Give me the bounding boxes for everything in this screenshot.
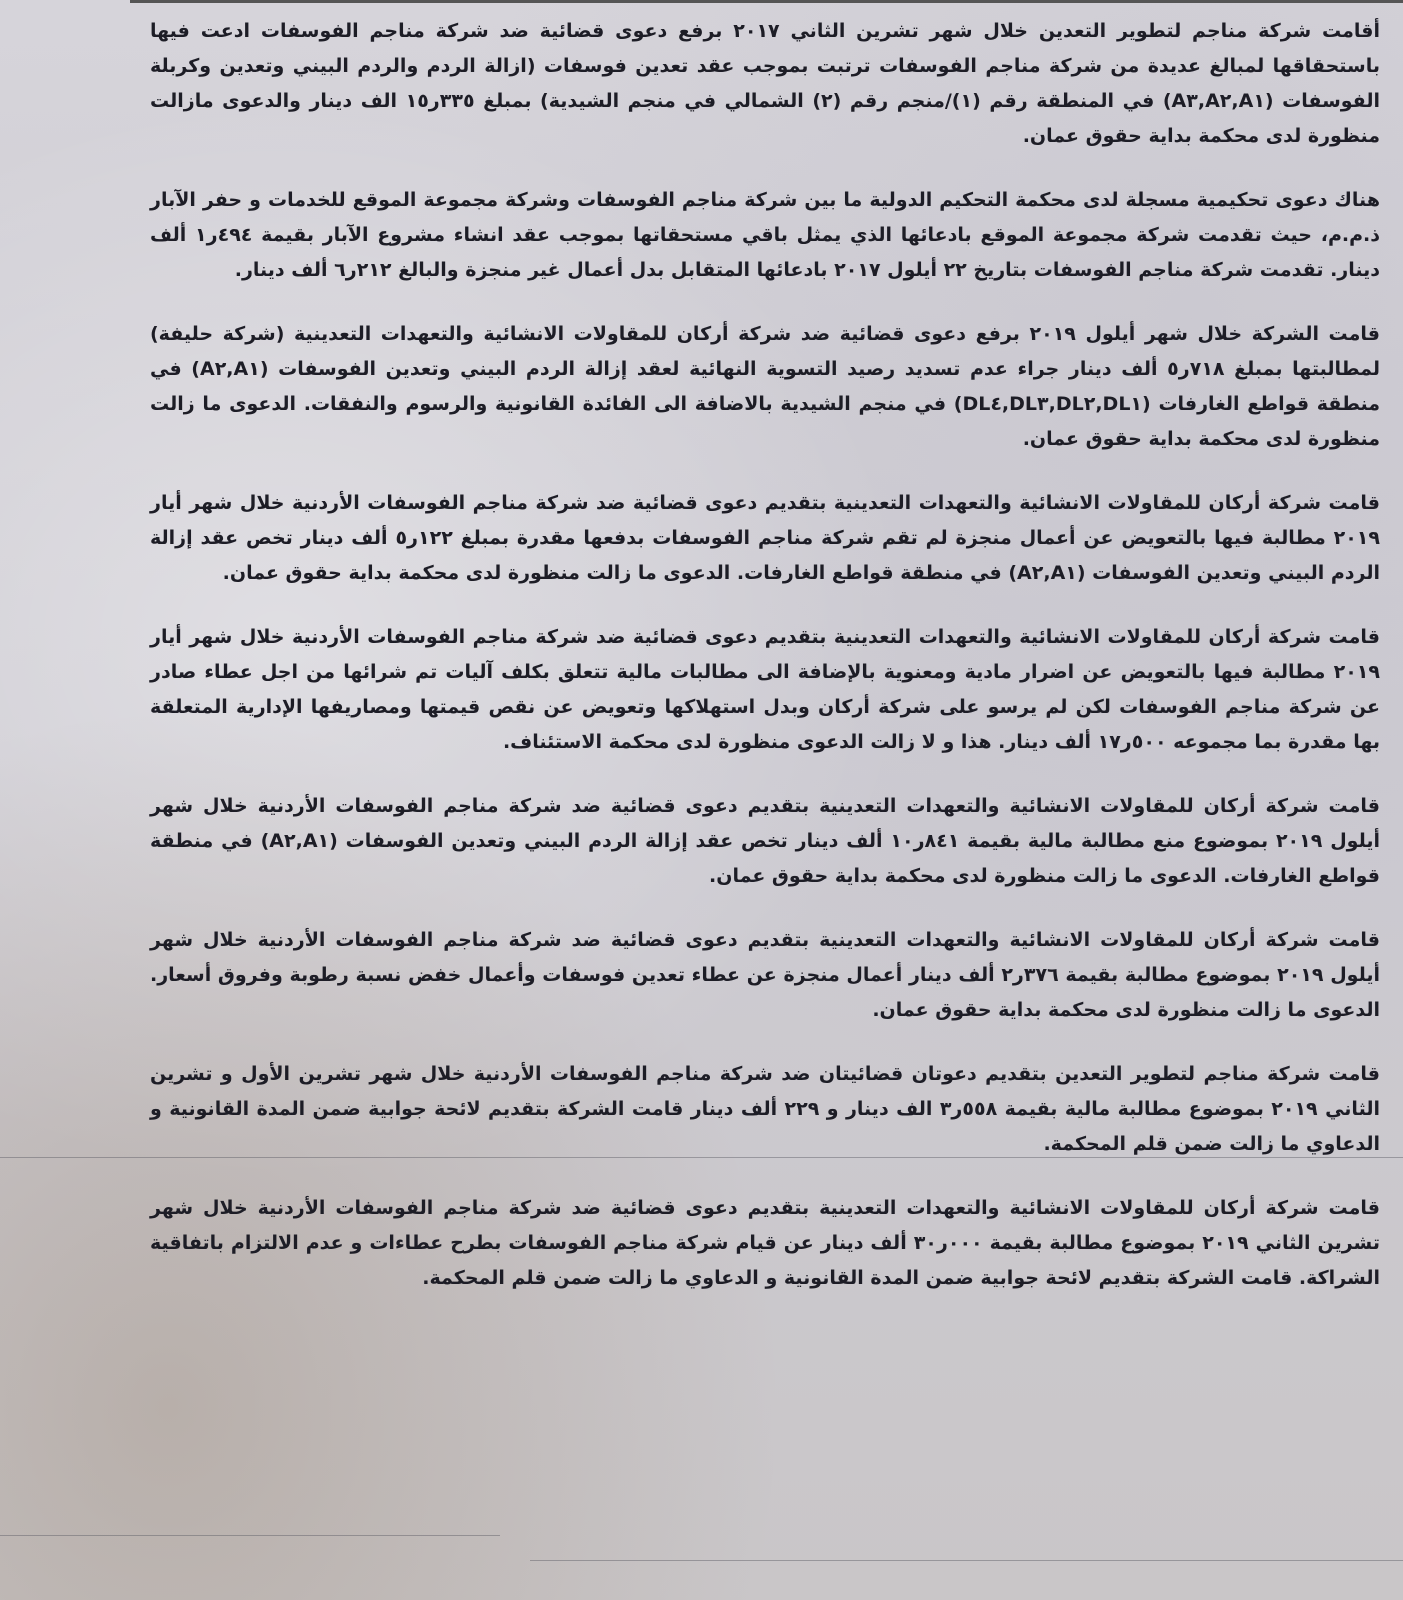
paragraph-1: أقامت شركة مناجم لتطوير التعدين خلال شهر تشرين الثاني ٢٠١٧ برفع دعوى قضائية ضد شركة مناجم الفوسفات ادعت فيها باستحقاقها لمبالغ عديدة من شركة مناجم الفوسفات ترتبت بموجب عقد تعدين فوسفات (ازالة الردم والردم البيني وتعدين وكربلة الفوسفات (A١,A٢,A٣) في المنطقة رقم (١)/منجم رقم (٢) الشمالي في منجم الشيدية) بمبلغ ٣٣٥ر١٥ الف دينار والدعوى مازالت منظورة لدى محكمة بداية حقوق عمان. [150,20,1380,147]
top-border-line [130,0,1403,3]
paragraph-4: قامت شركة أركان للمقاولات الانشائية والتعهدات التعدينية بتقديم دعوى قضائية ضد شركة مناجم الفوسفات الأردنية خلال شهر أيار ٢٠١٩ مطالبة فيها بالتعويض عن أعمال منجزة لم تقم شركة مناجم الفوسفات بدفعها مقدرة بمبلغ ١٢٢ر٥ ألف دينار تخص عقد إزالة الردم البيني وتعدين الفوسفات (A١,A٢) في منطقة قواطع الغارفات. الدعوى ما زالت منظورة لدى محكمة بداية حقوق عمان. [150,492,1380,584]
paragraph-6: قامت شركة أركان للمقاولات الانشائية والتعهدات التعدينية بتقديم دعوى قضائية ضد شركة مناجم الفوسفات الأردنية خلال شهر أيلول ٢٠١٩ بموضوع منع مطالبة مالية بقيمة ٨٤١ر١٠ ألف دينار تخص عقد إزالة الردم البيني وتعدين الفوسفات (A١,A٢) في منطقة قواطع الغارفات. الدعوى ما زالت منظورة لدى محكمة بداية حقوق عمان. [150,795,1381,887]
paragraph-8: قامت شركة مناجم لتطوير التعدين بتقديم دعوتان قضائيتان ضد شركة مناجم الفوسفات الأردنية خلال شهر تشرين الأول و تشرين الثاني ٢٠١٩ بموضوع مطالبة مالية بقيمة ٥٥٨ر٣ الف دينار و ٢٢٩ ألف دينار قامت الشركة بتقديم لائحة جوابية ضمن المدة القانونية و الدعاوي ما زالت ضمن قلم المحكمة. [150,1063,1380,1155]
document-body [150,14,1380,1325]
paragraph-9: قامت شركة أركان للمقاولات الانشائية والتعهدات التعدينية بتقديم دعوى قضائية ضد شركة مناجم الفوسفات الأردنية خلال شهر تشرين الثاني ٢٠١٩ بموضوع مطالبة بقيمة ٠٠٠ر٣٠ ألف دينار عن قيام شركة مناجم الفوسفات بطرح عطاءات و عدم الالتزام باتفاقية الشراكة. قامت الشركة بتقديم لائحة جوابية ضمن المدة القانونية و الدعاوي ما زالت ضمن قلم المحكمة. [150,1197,1380,1289]
paper-crease-line [530,1560,1403,1561]
paragraph-5: قامت شركة أركان للمقاولات الانشائية والتعهدات التعدينية بتقديم دعوى قضائية ضد شركة مناجم الفوسفات الأردنية خلال شهر أيار ٢٠١٩ مطالبة فيها بالتعويض عن اضرار مادية ومعنوية بالإضافة الى مطالبات مالية تتعلق بكلف آليات تم شرائها من اجل عطاء صادر عن شركة مناجم الفوسفات لكن لم يرسو على شركة أركان وبدل استهلاكها وتعويض عن نقص قيمتها ومصاريفها الإدارية المتعلقة بها مقدرة بما مجموعه ٥٠٠ر١٧ ألف دينار. هذا و لا زالت الدعوى منظورة لدى محكمة الاستئناف. [150,626,1380,753]
paragraph-2: هناك دعوى تحكيمية مسجلة لدى محكمة التحكيم الدولية ما بين شركة مناجم الفوسفات وشركة مجموعة الموقع للخدمات و حفر الآبار ذ.م.م، حيث تقدمت شركة مجموعة الموقع بادعائها الذي يمثل باقي مستحقاتها بموجب عقد انشاء مشروع الآبار بقيمة ٤٩٤ر١ ألف دينار. تقدمت شركة مناجم الفوسفات بتاريخ ٢٢ أيلول ٢٠١٧ بادعائها المتقابل بدل أعمال غير منجزة والبالغ ٢١٢ر٦ ألف دينار. [150,189,1381,281]
paragraph-3: قامت الشركة خلال شهر أيلول ٢٠١٩ برفع دعوى قضائية ضد شركة أركان للمقاولات الانشائية والتعهدات التعدينية (شركة حليفة) لمطالبتها بمبلغ ٧١٨ر٥ ألف دينار جراء عدم تسديد رصيد التسوية النهائية لعقد إزالة الردم البيني وتعدين الفوسفات (A١,A٢) في منطقة قواطع الغارفات (DL١,DL٢,DL٣,DL٤) في منجم الشيدية بالاضافة الى الفائدة القانونية والرسوم والنفقات. الدعوى ما زالت منظورة لدى محكمة بداية حقوق عمان. [150,323,1380,450]
paper-crease-line [0,1535,500,1536]
paragraph-7: قامت شركة أركان للمقاولات الانشائية والتعهدات التعدينية بتقديم دعوى قضائية ضد شركة مناجم الفوسفات الأردنية خلال شهر أيلول ٢٠١٩ بموضوع مطالبة بقيمة ٣٧٦ر٢ ألف دينار أعمال منجزة عن عطاء تعدين فوسفات وأعمال خفض نسبة رطوبة وفروق أسعار. الدعوى ما زالت منظورة لدى محكمة بداية حقوق عمان. [150,929,1380,1021]
